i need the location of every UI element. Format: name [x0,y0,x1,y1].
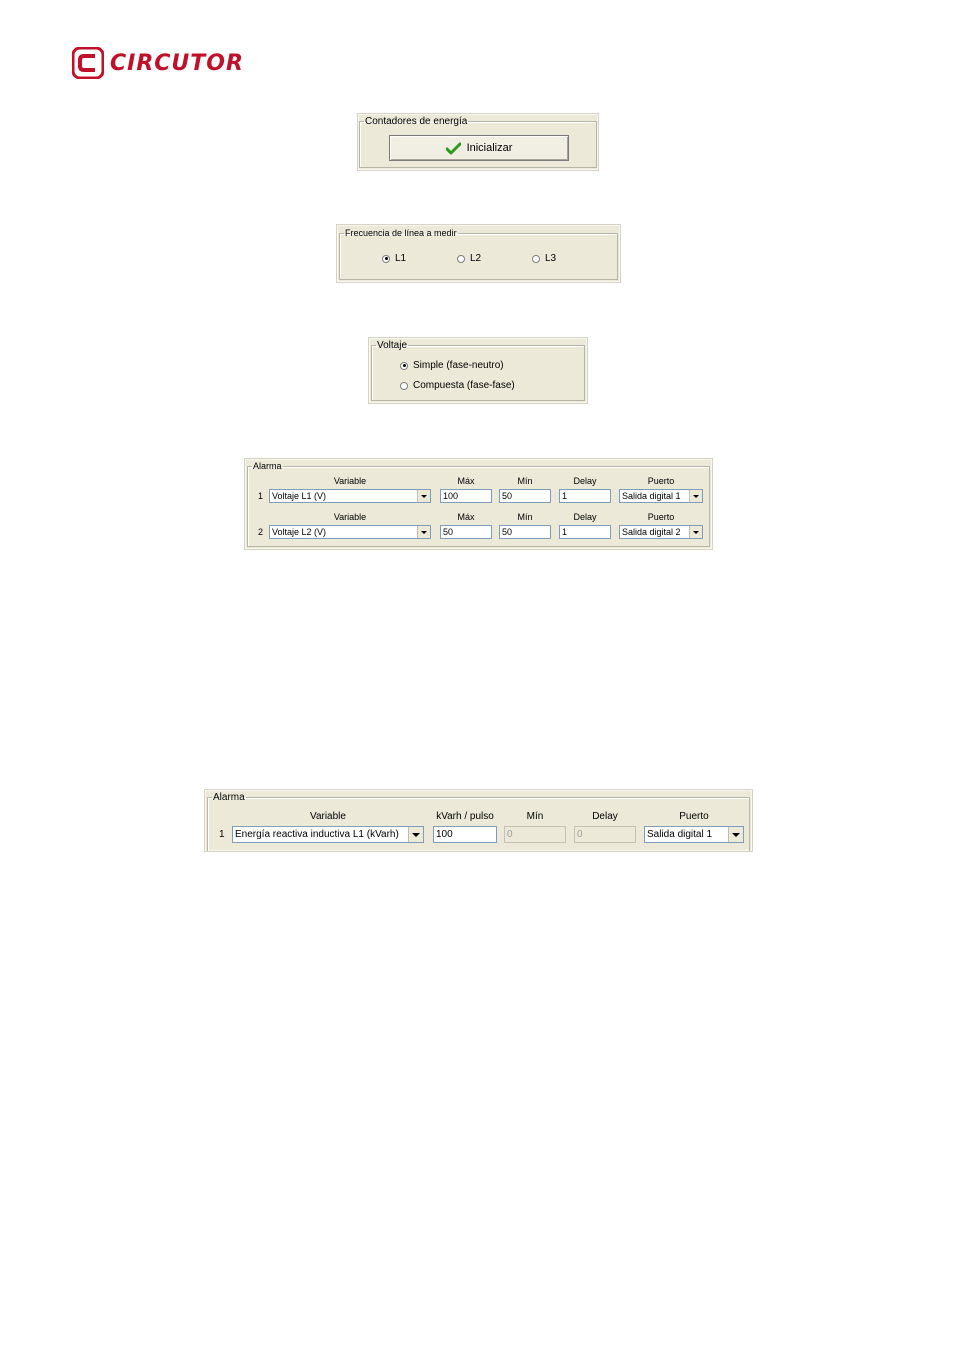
row2-header-max: Máx [457,512,475,522]
row2-min-input[interactable]: 50 [499,525,551,539]
chevron-down-icon[interactable] [689,490,702,502]
row1-header-variable: Variable [333,476,367,486]
row2-header-port: Puerto [647,512,675,522]
row1-min-input[interactable]: 50 [499,489,551,503]
radio-compuesta[interactable] [400,380,515,391]
row2-header-delay: Delay [573,512,597,522]
row2-port-select[interactable] [619,525,703,539]
radio-l3-indicator [532,255,540,263]
alarm-energy-legend: Alarma [213,792,245,803]
row2-port-value: Salida digital 2 [622,527,681,537]
energy-header-port: Puerto [679,811,709,822]
row1-header-delay: Delay [573,476,597,486]
radio-l2[interactable] [457,253,481,264]
energy-delay-input: 0 [574,826,636,843]
row2-header-variable: Variable [333,512,367,522]
energy-header-min: Mín [526,811,544,822]
row2-header-min: Mín [517,512,533,522]
alarm-legend: Alarma [253,461,282,471]
chevron-down-icon[interactable] [408,827,423,842]
voltage-legend: Voltaje [377,340,408,351]
radio-l1-label: L1 [395,253,407,264]
energy-counters-legend: Contadores de energía [365,116,468,127]
row1-header-max: Máx [457,476,475,486]
brand-logo [72,46,244,80]
radio-l3[interactable] [532,253,556,264]
radio-l3-label: L3 [545,253,557,264]
energy-min-input: 0 [504,826,566,843]
row1-header-port: Puerto [647,476,675,486]
energy-variable-select[interactable] [232,826,424,843]
radio-l1-indicator [382,255,390,263]
circutor-logo-icon [72,47,104,79]
energy-header-variable: Variable [310,811,346,822]
radio-l1[interactable] [382,253,406,264]
chevron-down-icon[interactable] [689,526,702,538]
radio-l2-label: L2 [470,253,482,264]
row2-variable-value: Voltaje L2 (V) [272,527,327,537]
radio-compuesta-label: Compuesta (fase-fase) [413,380,515,391]
alarm-panel [244,458,713,550]
energy-port-value: Salida digital 1 [647,829,713,840]
alarm-energy-panel [204,789,753,852]
row2-variable-select[interactable] [269,525,431,539]
brand-name: CIRCUTOR [110,50,244,76]
energy-port-select[interactable] [644,826,744,843]
energy-counters-panel [357,113,599,171]
row2-max-input[interactable]: 50 [440,525,492,539]
line-frequency-panel [336,224,621,283]
row1-header-min: Mín [517,476,533,486]
energy-header-delay: Delay [592,811,618,822]
line-frequency-legend: Frecuencia de línea a medir [345,228,457,238]
row1-variable-select[interactable] [269,489,431,503]
energy-header-pulse: kVarh / pulso [436,811,494,822]
chevron-down-icon[interactable] [728,827,743,842]
chevron-down-icon[interactable] [417,490,430,502]
energy-variable-value: Energía reactiva inductiva L1 (kVarh) [235,829,399,840]
initialize-label: Inicializar [466,142,513,154]
row2-delay-input[interactable]: 1 [559,525,611,539]
row1-index: 1 [258,491,264,501]
voltage-panel [368,337,588,404]
row1-port-select[interactable] [619,489,703,503]
row1-delay-input[interactable]: 1 [559,489,611,503]
energy-row-index: 1 [219,829,225,840]
energy-pulse-input[interactable]: 100 [433,826,497,843]
initialize-button[interactable] [389,135,569,161]
radio-compuesta-indicator [400,382,408,390]
radio-simple-label: Simple (fase-neutro) [413,360,504,371]
chevron-down-icon[interactable] [417,526,430,538]
radio-simple-indicator [400,362,408,370]
radio-simple[interactable] [400,360,504,371]
checkmark-icon [446,142,461,155]
row1-port-value: Salida digital 1 [622,491,681,501]
row1-variable-value: Voltaje L1 (V) [272,491,327,501]
row2-index: 2 [258,527,264,537]
row1-max-input[interactable]: 100 [440,489,492,503]
radio-l2-indicator [457,255,465,263]
